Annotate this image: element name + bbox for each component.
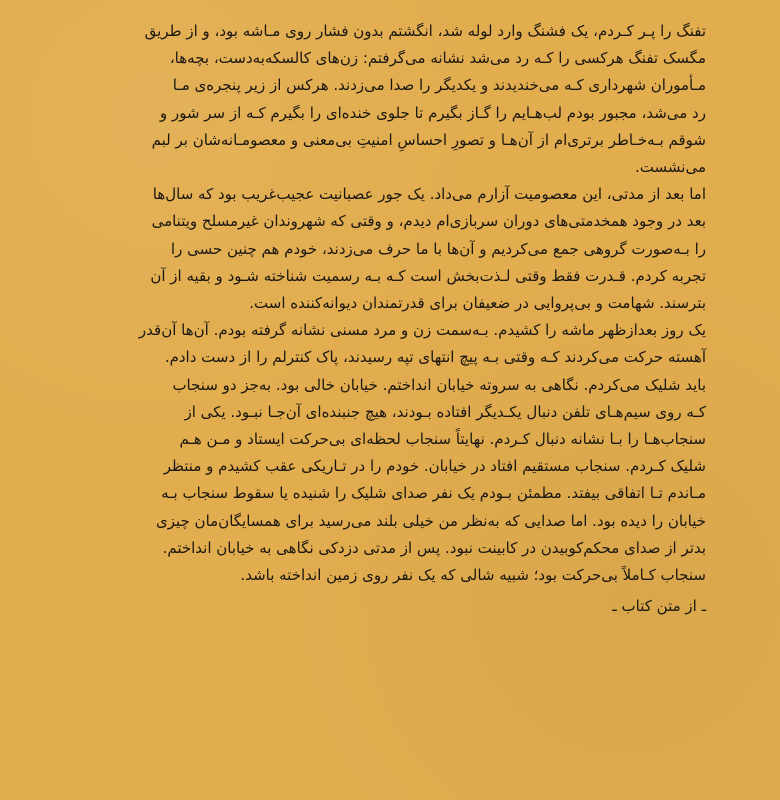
text-line: آهسته حرکت می‌کردند کـه وقتی بـه پیچ انتهای تپه رسیدند، پاک کنترلم را از دست دادم. xyxy=(164,348,706,367)
text-line: می‌نشست. xyxy=(635,158,706,177)
excerpt-body xyxy=(84,18,706,589)
text-line: سنجاب‌هـا را بـا نشانه دنبال کـردم. نهایتاً سنجاب لحظه‌ای بی‌حرکت ایستاد و مـن هـم xyxy=(179,430,706,449)
text-line: خیابان را دیده بود. اما صدایی که به‌نظر من خیلی بلند می‌رسید برای همسایگان‌مان چیزی xyxy=(155,511,706,530)
text-line: کـه روی سیم‌هـای تلفن دنبال یکـدیگر افتاده بـودند، هیچ جنبنده‌ای آن‌جـا نبـود. یکی از xyxy=(184,402,706,421)
text-line: سنجاب کـاملاً بی‌حرکت بود؛ شبیه شالی که یک نفر روی زمین انداخته باشد. xyxy=(240,566,706,585)
text-line: باید شلیک می‌کردم. نگاهی به سروته خیابان انداختم. خیابان خالی بود. به‌جز دو سنجاب xyxy=(172,375,706,394)
text-line: یک روز بعدازظهر ماشه را کشیدم. بـه‌سمت زن و مرد مسنی نشانه گرفته بودم. آن‌ها آن‌قدر xyxy=(138,321,706,340)
text-line: تجربه کردم. قـدرت فقط وقتی لـذت‌بخش است کـه بـه رسمیت شناخته شـود و بقیه از آن xyxy=(150,266,706,285)
text-line: مـاندم تـا اتفاقی بیفتد. مطمئن بـودم یک نفر صدای شلیک را شنیده یا سقوط سنجاب بـه xyxy=(161,484,706,503)
text-line: بترسند. شهامت و بی‌پروایی در ضعیفان برای قدرتمندان دیوانه‌کننده است. xyxy=(249,294,706,313)
source-note: ـ از متن کتاب ـ xyxy=(612,597,706,616)
text-line: رد می‌شد، مجبور بودم لب‌هـایم را گـاز بگیرم تا جلوی خنده‌ای را بگیرم کـه از سر شور و xyxy=(159,103,706,122)
text-line: مـأموران شهرداری کـه می‌خندیدند و یکدیگر را صدا می‌زدند. هرکس از زیر پنجره‌ی مـا xyxy=(172,76,706,95)
text-line: بدتر از صدای محکم‌کوبیدن در کابینت نبود. پس از مدتی دزدکی نگاهی به خیابان انداختم. xyxy=(162,538,706,557)
text-line: را بـه‌صورت گروهی جمع می‌کردیم و آن‌ها با ما حرف می‌زدند، خودم هم چنین حسی را xyxy=(170,239,706,258)
text-line: اما بعد از مدتی، این معصومیت آزارم می‌داد. یک جور عصبانیت عجیب‌غریب بود که سال‌ها xyxy=(152,185,706,204)
text-line: شلیک کـردم. سنجاب مستقیم افتاد در خیابان. خودم را در تـاریکی عقب کشیدم و منتظر xyxy=(163,457,706,476)
text-line: بعد در وجود همخدمتی‌های دوران سربازی‌ام دیدم، و وقتی که شهروندان غیرمسلح ویتنامی xyxy=(151,212,706,231)
text-line: مگسک تفنگ هرکسی را کـه رد می‌شد نشانه می‌گرفتم: زن‌های کالسکه‌به‌دست، بچه‌ها، xyxy=(169,49,706,68)
text-line: تفنگ را پـر کـردم، یک فشنگ وارد لوله شد، انگشتم بدون فشار روی مـاشه بود، و از طریق xyxy=(144,22,706,40)
text-line: شوقم بـه‌خـاطر برتری‌ام از آن‌هـا و تصورِ احساسِ امنیتِ بی‌معنی و معصومـانه‌شان بر لبم xyxy=(151,130,706,149)
